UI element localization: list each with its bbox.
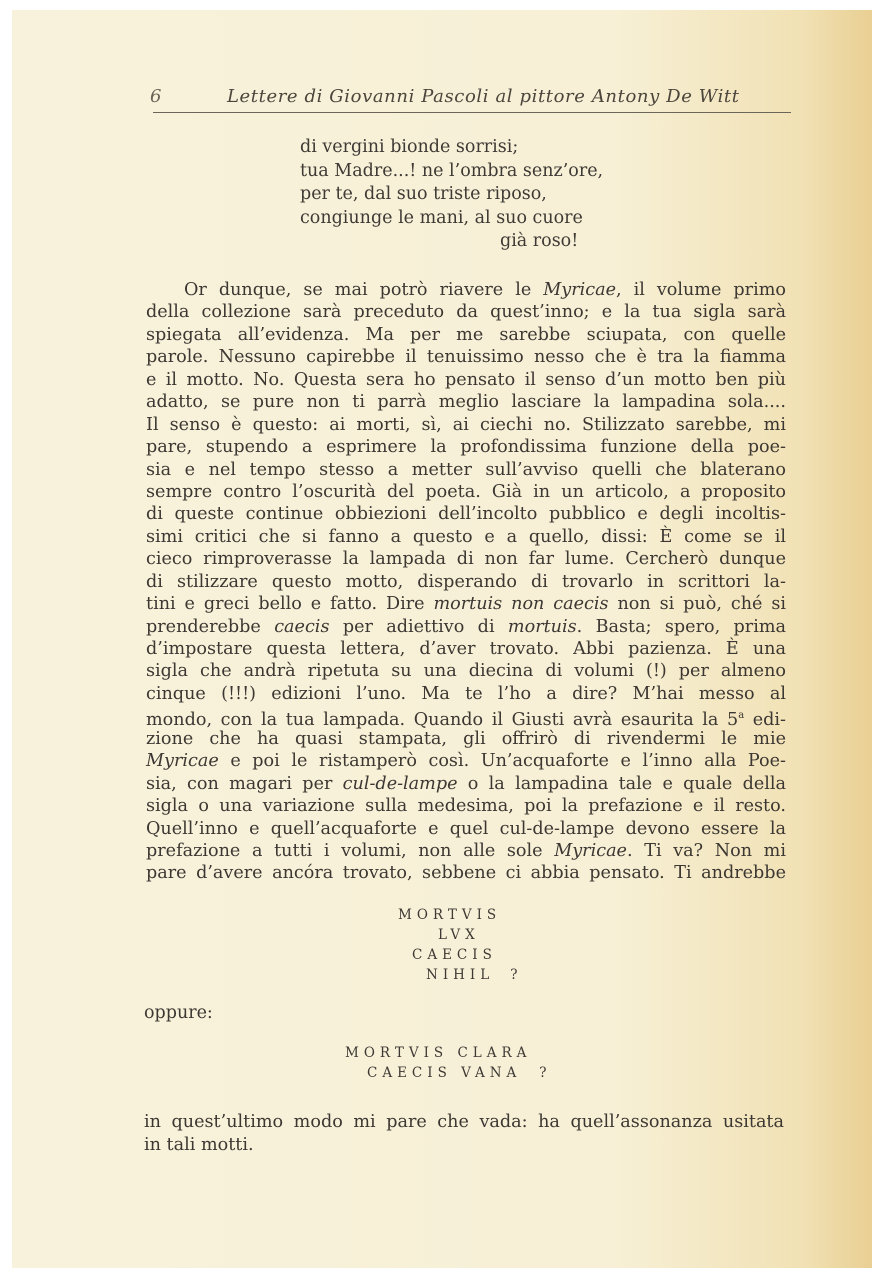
text-line: spiegata all’evidenza. Ma per me sarebbe sciupata, con quelle — [146, 324, 786, 345]
italic-title: Myricae — [554, 840, 627, 861]
text-run: . Basta; spero, prima — [576, 616, 787, 637]
italic-phrase: mortuis — [507, 616, 577, 637]
text-line — [146, 616, 786, 638]
header-rule — [153, 112, 791, 113]
italic-title: Myricae — [146, 751, 219, 772]
page-header — [150, 84, 790, 110]
closing-paragraph — [144, 1111, 784, 1157]
text-run: tini e greci bello e fatto. Dire — [146, 594, 434, 615]
text-line: di queste continue obbiezioni dell’incolto pubblico e degli incoltis- — [146, 504, 786, 525]
text-run: prefazione a tutti i volumi, non alle sole — [146, 840, 555, 861]
motto-line: CAECIS — [412, 947, 497, 963]
text-run: edi- — [744, 710, 786, 731]
motto-line — [345, 1063, 552, 1083]
text-line: cinque (!!!) edizioni l’uno. Ma te l’ho a dire? M’hai messo al — [146, 683, 786, 704]
motto-word: NIHIL — [426, 967, 495, 983]
text-line: e il motto. No. Questa sera ho pensato il senso d’un motto ben più — [146, 369, 786, 390]
text-line — [146, 773, 786, 795]
text-line: sia e nel tempo stesso a metter sull’avviso quelli che blaterano — [146, 459, 786, 480]
text-line — [146, 750, 786, 772]
text-run: non si può, ché si — [608, 594, 787, 615]
motto-line: MORTVIS — [398, 907, 502, 923]
page-number: 6 — [150, 86, 162, 107]
motto-one — [398, 905, 522, 985]
italic-phrase: cul-de-lampe — [342, 773, 458, 794]
text-line: pare, stupendo a esprimere la profondissima funzione della poe- — [146, 437, 786, 458]
text-run: e poi le ristamperò così. Un’acquaforte e l’inno alla Poe- — [218, 751, 786, 772]
text-line — [146, 279, 786, 301]
text-line: in tali motti. — [144, 1135, 254, 1155]
verse-stanza — [300, 136, 603, 254]
motto-line: MORTVIS CLARA — [345, 1045, 532, 1061]
verse-line: tua Madre...! ne l’ombra senz’ore, — [300, 160, 604, 181]
text-line: di stilizzare questo motto, disperando di trovarlo in scrittori la- — [146, 571, 786, 592]
text-line — [146, 840, 786, 862]
text-run: prenderebbe — [146, 616, 275, 637]
text-line: cieco rimproverasse la lampada di non far lume. Cercherò dunque — [146, 549, 786, 570]
text-line: simi critici che si fanno a questo e a quello, dissi: È come se il — [146, 526, 786, 547]
motto-line: LVX — [438, 927, 480, 943]
text-line — [146, 705, 786, 731]
text-line: parole. Nessuno capirebbe il tenuissimo nesso che è tra la fiamma — [146, 347, 786, 368]
text-line: sempre contro l’oscurità del poeta. Già in un articolo, a proposito — [146, 481, 786, 502]
verse-line: già roso! — [500, 231, 579, 251]
text-run: sia, con magari per — [146, 773, 343, 794]
text-line: sigla o una variazione sulla medesima, poi la prefazione e il resto. — [146, 796, 786, 817]
text-line: pare d’avere ancóra trovato, sebbene ci abbia pensato. Ti andrebbe — [146, 863, 786, 884]
motto-two — [345, 1043, 552, 1083]
text-line: zione che ha quasi stampata, gli offrirò di rivendermi le mie — [146, 728, 786, 749]
text-line: adatto, se pure non ti parrà meglio lasciare la lampadina sola.... — [146, 392, 786, 413]
motto-line — [398, 965, 522, 985]
text-line: in quest’ultimo modo mi pare che vada: ha quell’assonanza usitata — [144, 1112, 784, 1132]
superscript: a — [738, 710, 745, 722]
text-line: d’impostare questa lettera, d’aver trovato. Abbi pazienza. È una — [146, 639, 786, 659]
text-line: della collezione sarà preceduto da quest’inno; e la tua sigla sarà — [146, 302, 786, 323]
italic-phrase: mortuis non caecis — [433, 594, 609, 615]
verse-line: congiunge le mani, al suo cuore — [300, 207, 583, 228]
question-mark: ? — [510, 967, 523, 983]
text-run: o la lampadina tale e quale della — [457, 773, 786, 794]
text-line: Il senso è questo: ai morti, sì, ai ciechi no. Stilizzato sarebbe, mi — [146, 414, 786, 435]
text-run: mondo, con la tua lampada. Quando il Giusti avrà esaurita la 5 — [146, 710, 739, 731]
verse-line: per te, dal suo triste riposo, — [300, 184, 547, 204]
text-run: . Ti va? Non mi — [626, 840, 786, 861]
main-paragraph — [146, 279, 786, 885]
oppure-text: oppure: — [144, 1003, 213, 1023]
running-title: Lettere di Giovanni Pascoli al pittore Antony De Witt — [227, 86, 740, 107]
text-line: sigla che andrà ripetuta su una diecina di volumi (!) per almeno — [146, 661, 786, 682]
text-run: Or dunque, se mai potrò riavere le — [184, 280, 544, 300]
motto-word: CAECIS VANA — [367, 1065, 522, 1081]
text-line — [146, 593, 786, 615]
text-run: , il volume primo — [615, 280, 786, 300]
verse-line: di vergini bionde sorrisi; — [300, 137, 519, 157]
text-run: per adiettivo di — [329, 616, 508, 637]
italic-phrase: caecis — [274, 616, 330, 637]
italic-title: Myricae — [543, 280, 616, 300]
question-mark: ? — [539, 1065, 552, 1081]
text-line: Quell’inno e quell’acquaforte e quel cul-de-lampe devono essere la — [146, 818, 786, 839]
